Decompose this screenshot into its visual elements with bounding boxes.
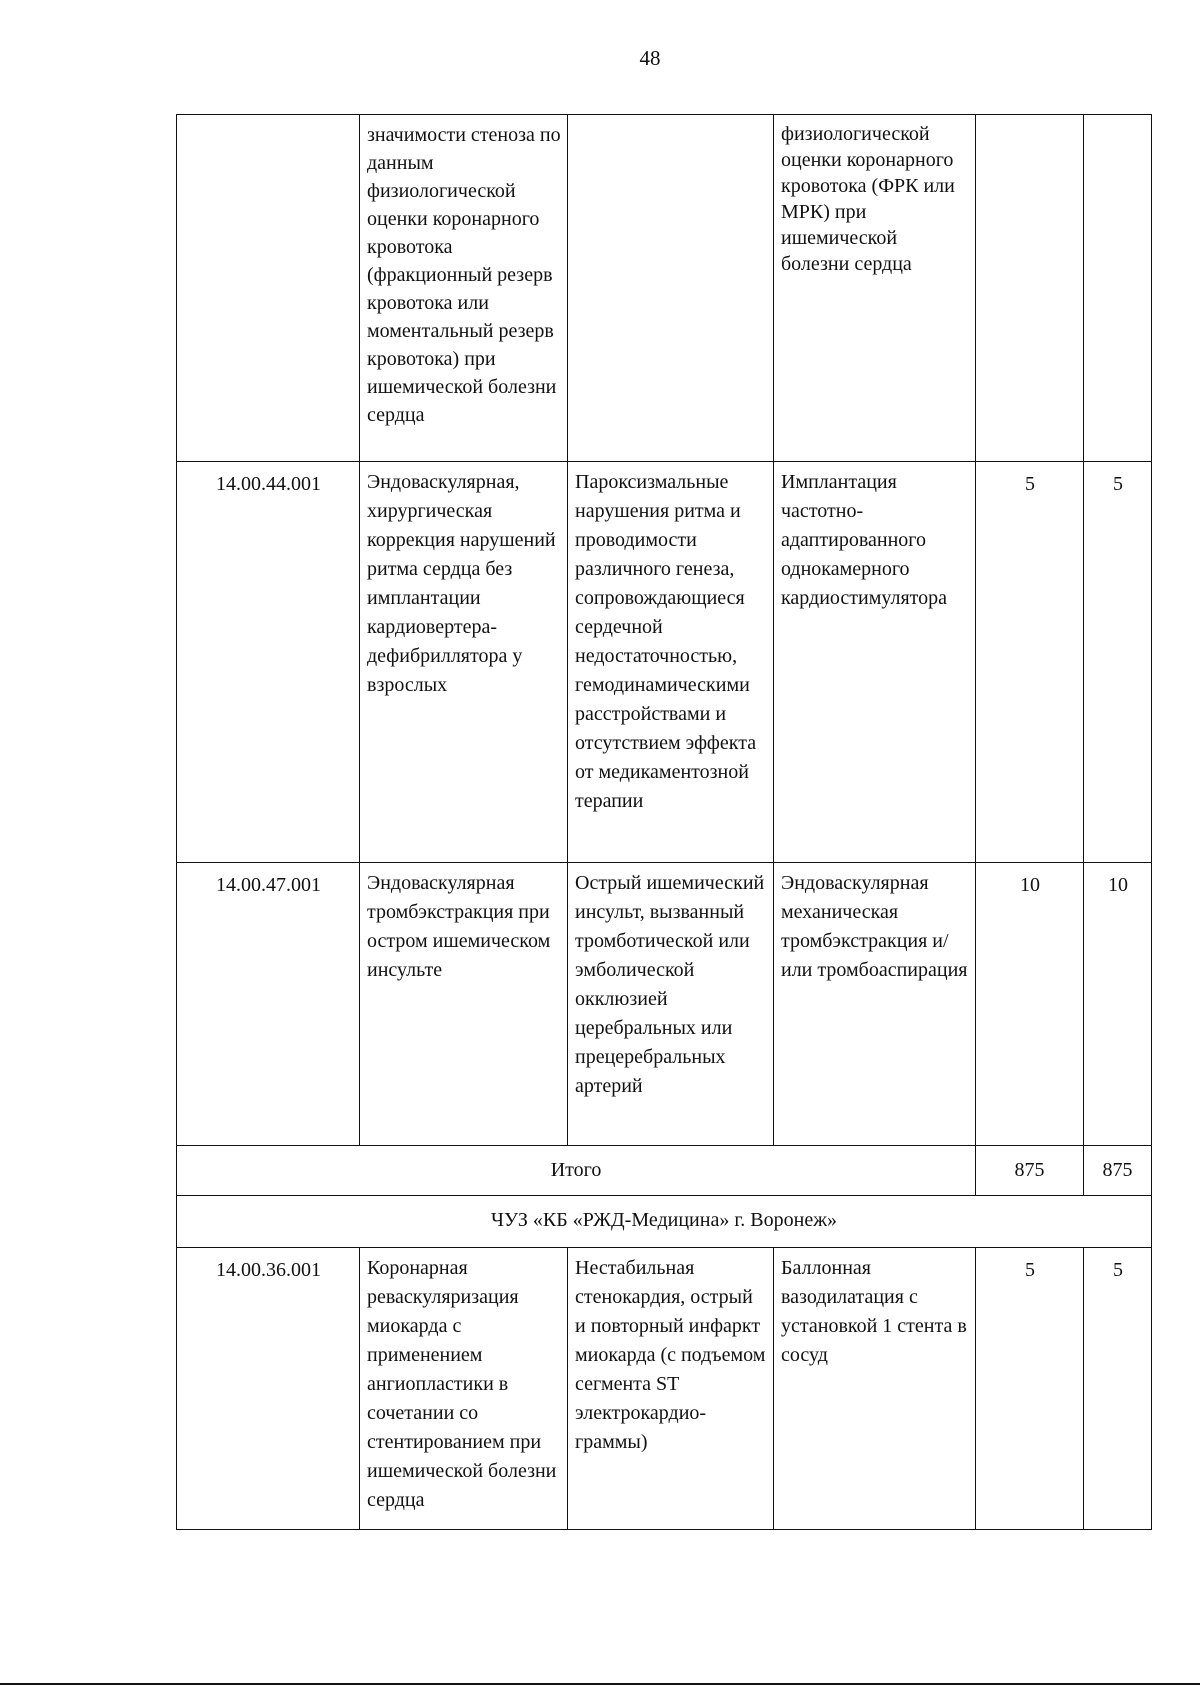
table-row	[177, 863, 1152, 1146]
row-value-1	[976, 115, 1084, 462]
organization-name: ЧУЗ «КБ «РЖД-Медицина» г. Воронеж»	[177, 1196, 1152, 1248]
page-edge-line	[0, 1683, 1200, 1685]
row-name: Эндоваскулярная, хирургическая коррекция нарушений ритма сердца без имплантации кардиовертера-дефибриллятора у взрослых	[360, 462, 568, 863]
row-method: Имплантация частотно-адаптированного однокамерного кардиостимулятора	[774, 462, 976, 863]
row-diagnosis: Нестабильная стенокардия, острый и повторный инфаркт миокарда (с подъемом сегмента ST электрокардио-граммы)	[568, 1248, 774, 1530]
row-name: Эндоваскулярная тромбэкстракция при остром ишемическом инсульте	[360, 863, 568, 1146]
row-diagnosis: Острый ишемический инсульт, вызванный тромботической или эмболической окклюзией церебральных или прецеребральных артерий	[568, 863, 774, 1146]
row-method: физиологической оценки коронарного кровотока (ФРК или МРК) при ишемической болезни сердца	[774, 115, 976, 462]
row-name: Коронарная реваскуляризация миокарда с применением ангиопластики в сочетании со стентированием при ишемической болезни сердца	[360, 1248, 568, 1530]
row-code: 14.00.47.001	[177, 863, 360, 1146]
row-code: 14.00.44.001	[177, 462, 360, 863]
table-row	[177, 115, 1152, 462]
total-value-2: 875	[1084, 1146, 1152, 1196]
total-value-1: 875	[976, 1146, 1084, 1196]
row-name: значимости стеноза по данным физиологической оценки коронарного кровотока (фракционный резерв кровотока или моментальный резерв кровотока) при ишемической болезни сердца	[360, 115, 568, 462]
org-row	[177, 1196, 1152, 1248]
row-diagnosis	[568, 115, 774, 462]
row-diagnosis: Пароксизмальные нарушения ритма и проводимости различного генеза, сопровождающиеся сердечной недостаточностью, гемодинамическими расстройствами и отсутствием эффекта от медикаментозной терапии	[568, 462, 774, 863]
row-value-1: 10	[976, 863, 1084, 1146]
row-value-2	[1084, 115, 1152, 462]
row-value-2: 5	[1084, 462, 1152, 863]
page-number: 48	[639, 46, 661, 70]
row-method: Баллонная вазодилатация с установкой 1 стента в сосуд	[774, 1248, 976, 1530]
table-row	[177, 462, 1152, 863]
row-code: 14.00.36.001	[177, 1248, 360, 1530]
row-value-2: 10	[1084, 863, 1152, 1146]
row-value-1: 5	[976, 1248, 1084, 1530]
row-code	[177, 115, 360, 462]
table-row	[177, 1248, 1152, 1530]
total-row	[177, 1146, 1152, 1196]
total-label: Итого	[177, 1146, 976, 1196]
row-method: Эндоваскулярная механическая тромбэкстракция и/или тромбоаспирация	[774, 863, 976, 1146]
row-value-2: 5	[1084, 1248, 1152, 1530]
row-value-1: 5	[976, 462, 1084, 863]
services-table	[176, 114, 1152, 1530]
